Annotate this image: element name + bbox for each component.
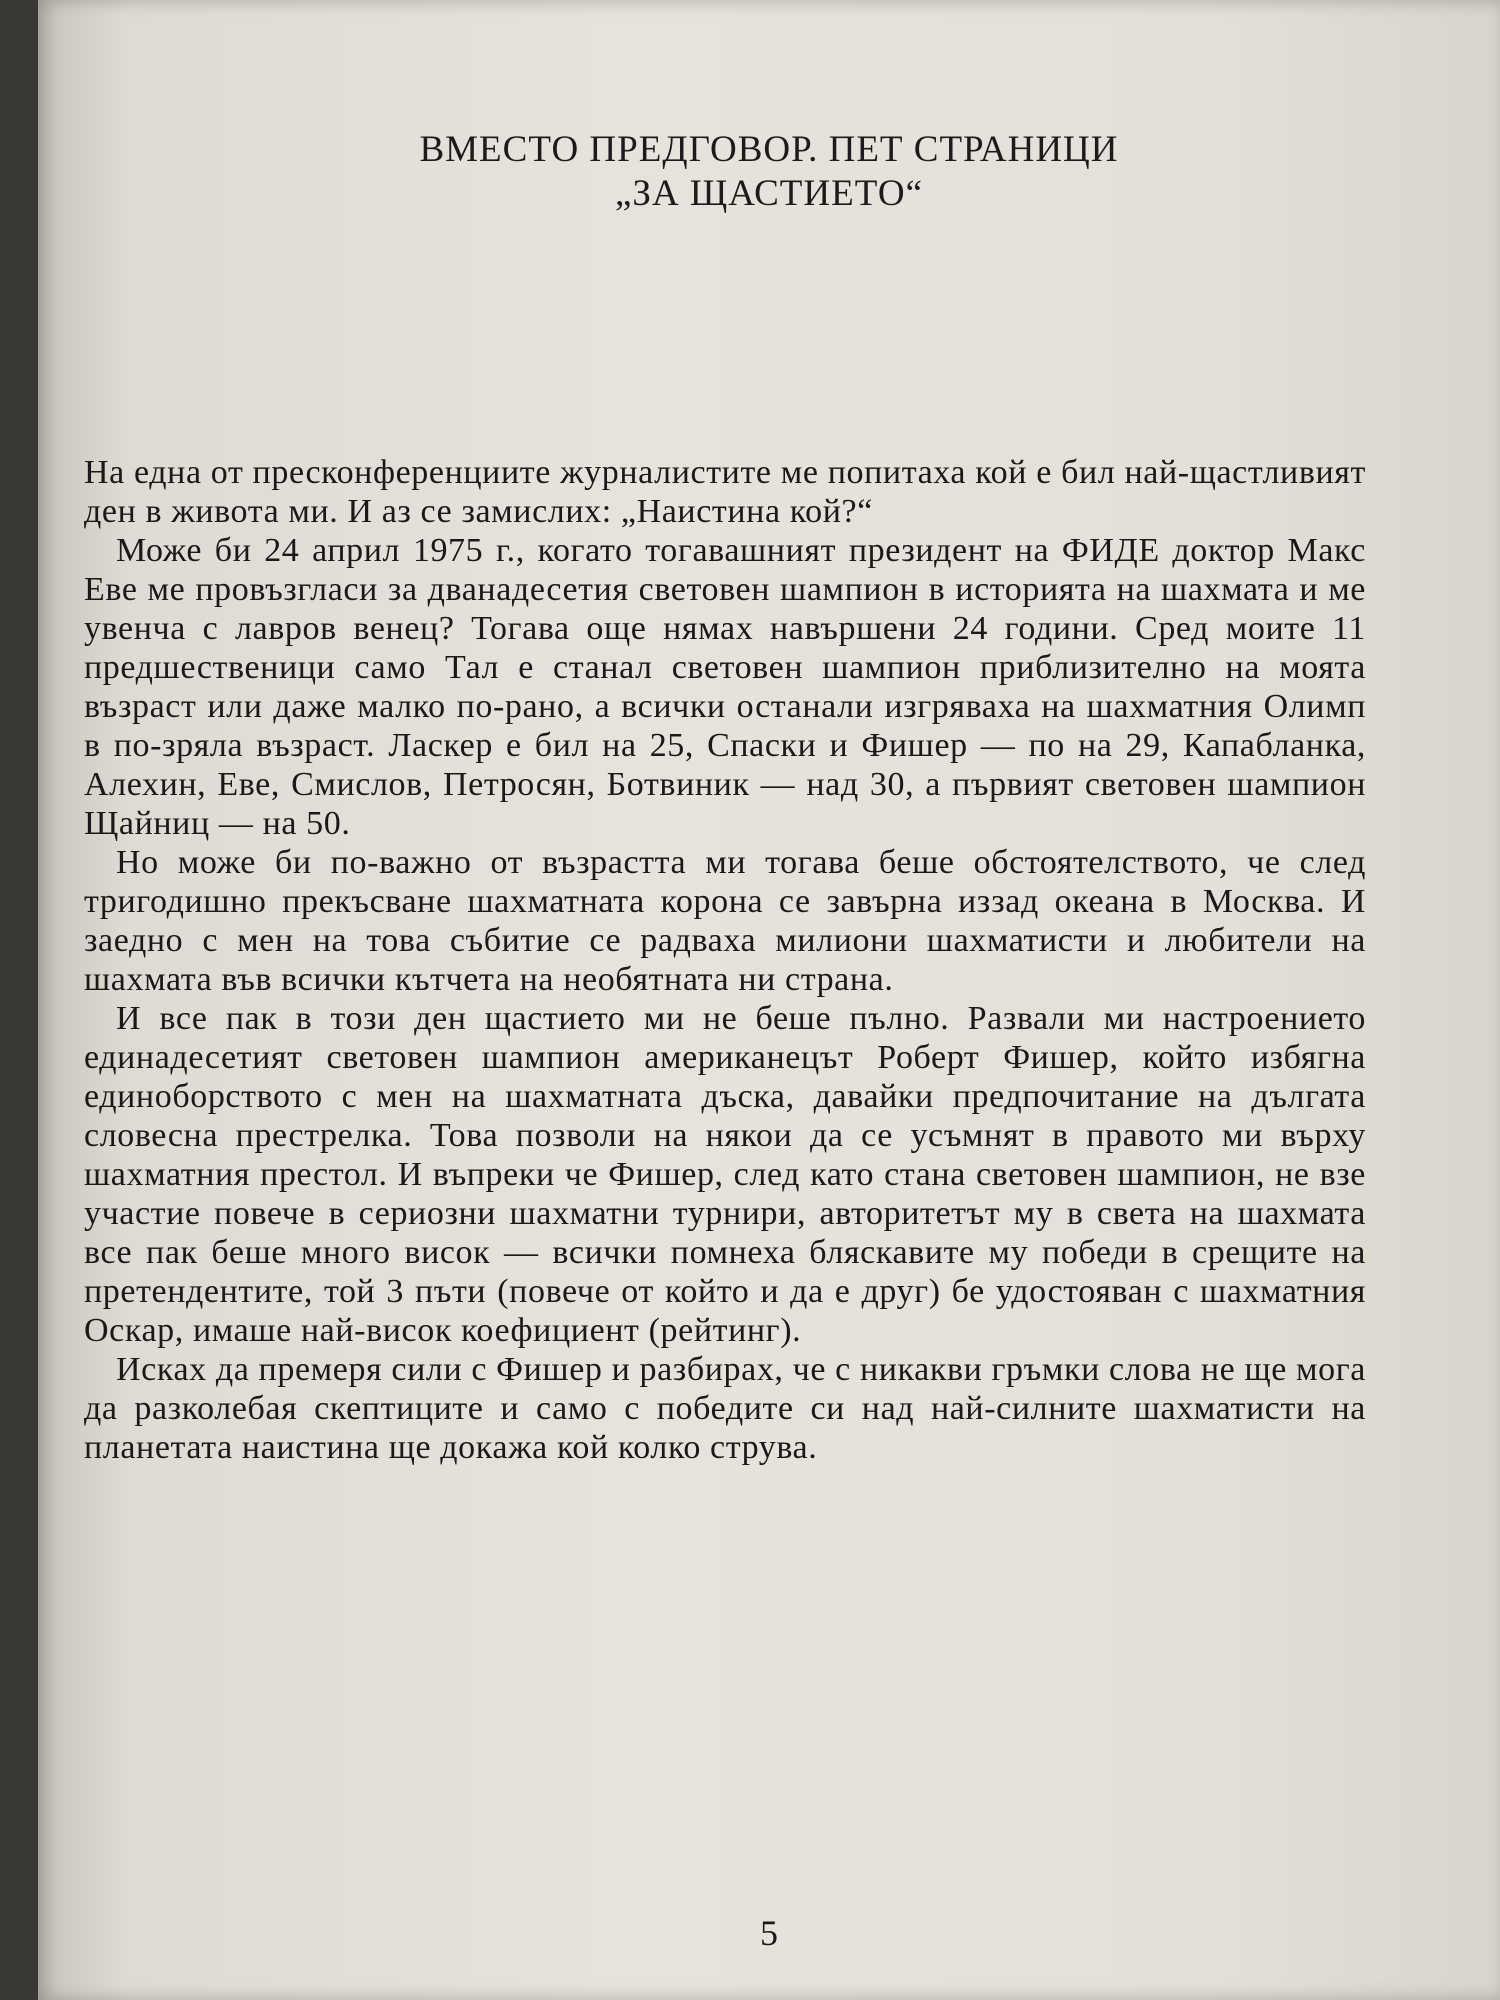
paragraph: Но може би по-важно от възрастта ми тогава беше обстоятелството, че след тригодишно прекъсване шахматната корона се завърна иззад океана в Москва. И заедно с мен на това събитие се радваха милиони шахматисти и любители на шахмата във всички кътчета на необятната ни страна.	[84, 844, 1366, 998]
chapter-title: ВМЕСТО ПРЕДГОВОР. ПЕТ СТРАНИЦИ	[419, 129, 1119, 170]
page-number: 5	[760, 1913, 778, 1953]
paragraph: Исках да премеря сили с Фишер и разбирах, че с никакви гръмки слова не ще мога да разколебая скептиците и само с победите си над най-силните шахматисти на планетата наистина ще докажа кой колко струва.	[84, 1351, 1366, 1466]
paragraph: Може би 24 април 1975 г., когато тогавашният президент на ФИДЕ доктор Макс Еве ме провъзгласи за дванадесетия световен шампион в историята на шахмата и ме увенча с лавров венец? Тогава още нямах навършени 24 години. Сред моите 11 предшественици само Тал е станал световен шампион приблизително на моята възраст или даже малко по-рано, а всички останали изгряваха на шахматния Олимп в по-зряла възраст. Ласкер е бил на 25, Спаски и Фишер — по на 29, Капабланка, Алехин, Еве, Смислов, Петросян, Ботвиник — над 30, а първият световен шампион Щайниц — на 50.	[84, 532, 1366, 842]
book-page	[38, 0, 1500, 2000]
chapter-subtitle: „ЗА ЩАСТИЕТО“	[615, 173, 923, 214]
paragraph: И все пак в този ден щастието ми не беше пълно. Развали ми настроението единадесетият световен шампион американецът Роберт Фишер, който избягна единоборството с мен на шахматната дъска, давайки предпочитание на дългата словесна престрелка. Това позволи на някои да се усъмнят в правото ми върху шахматния престол. И въпреки че Фишер, след като стана световен шампион, не взе участие повече в сериозни шахматни турнири, авторитетът му в света на шахмата все пак беше много висок — всички помнеха бляскавите му победи в срещите на претендентите, той 3 пъти (повече от който и да е друг) бе удостояван с шахматния Оскар, имаше най-висок коефициент (рейтинг).	[84, 1000, 1366, 1349]
body-text	[84, 453, 1366, 1467]
paragraph: На една от пресконференциите журналистите ме попитаха кой е бил най-щастливият ден в живота ми. И аз се замислих: „Наистина кой?“	[84, 454, 1366, 530]
chapter-heading	[38, 128, 1500, 216]
